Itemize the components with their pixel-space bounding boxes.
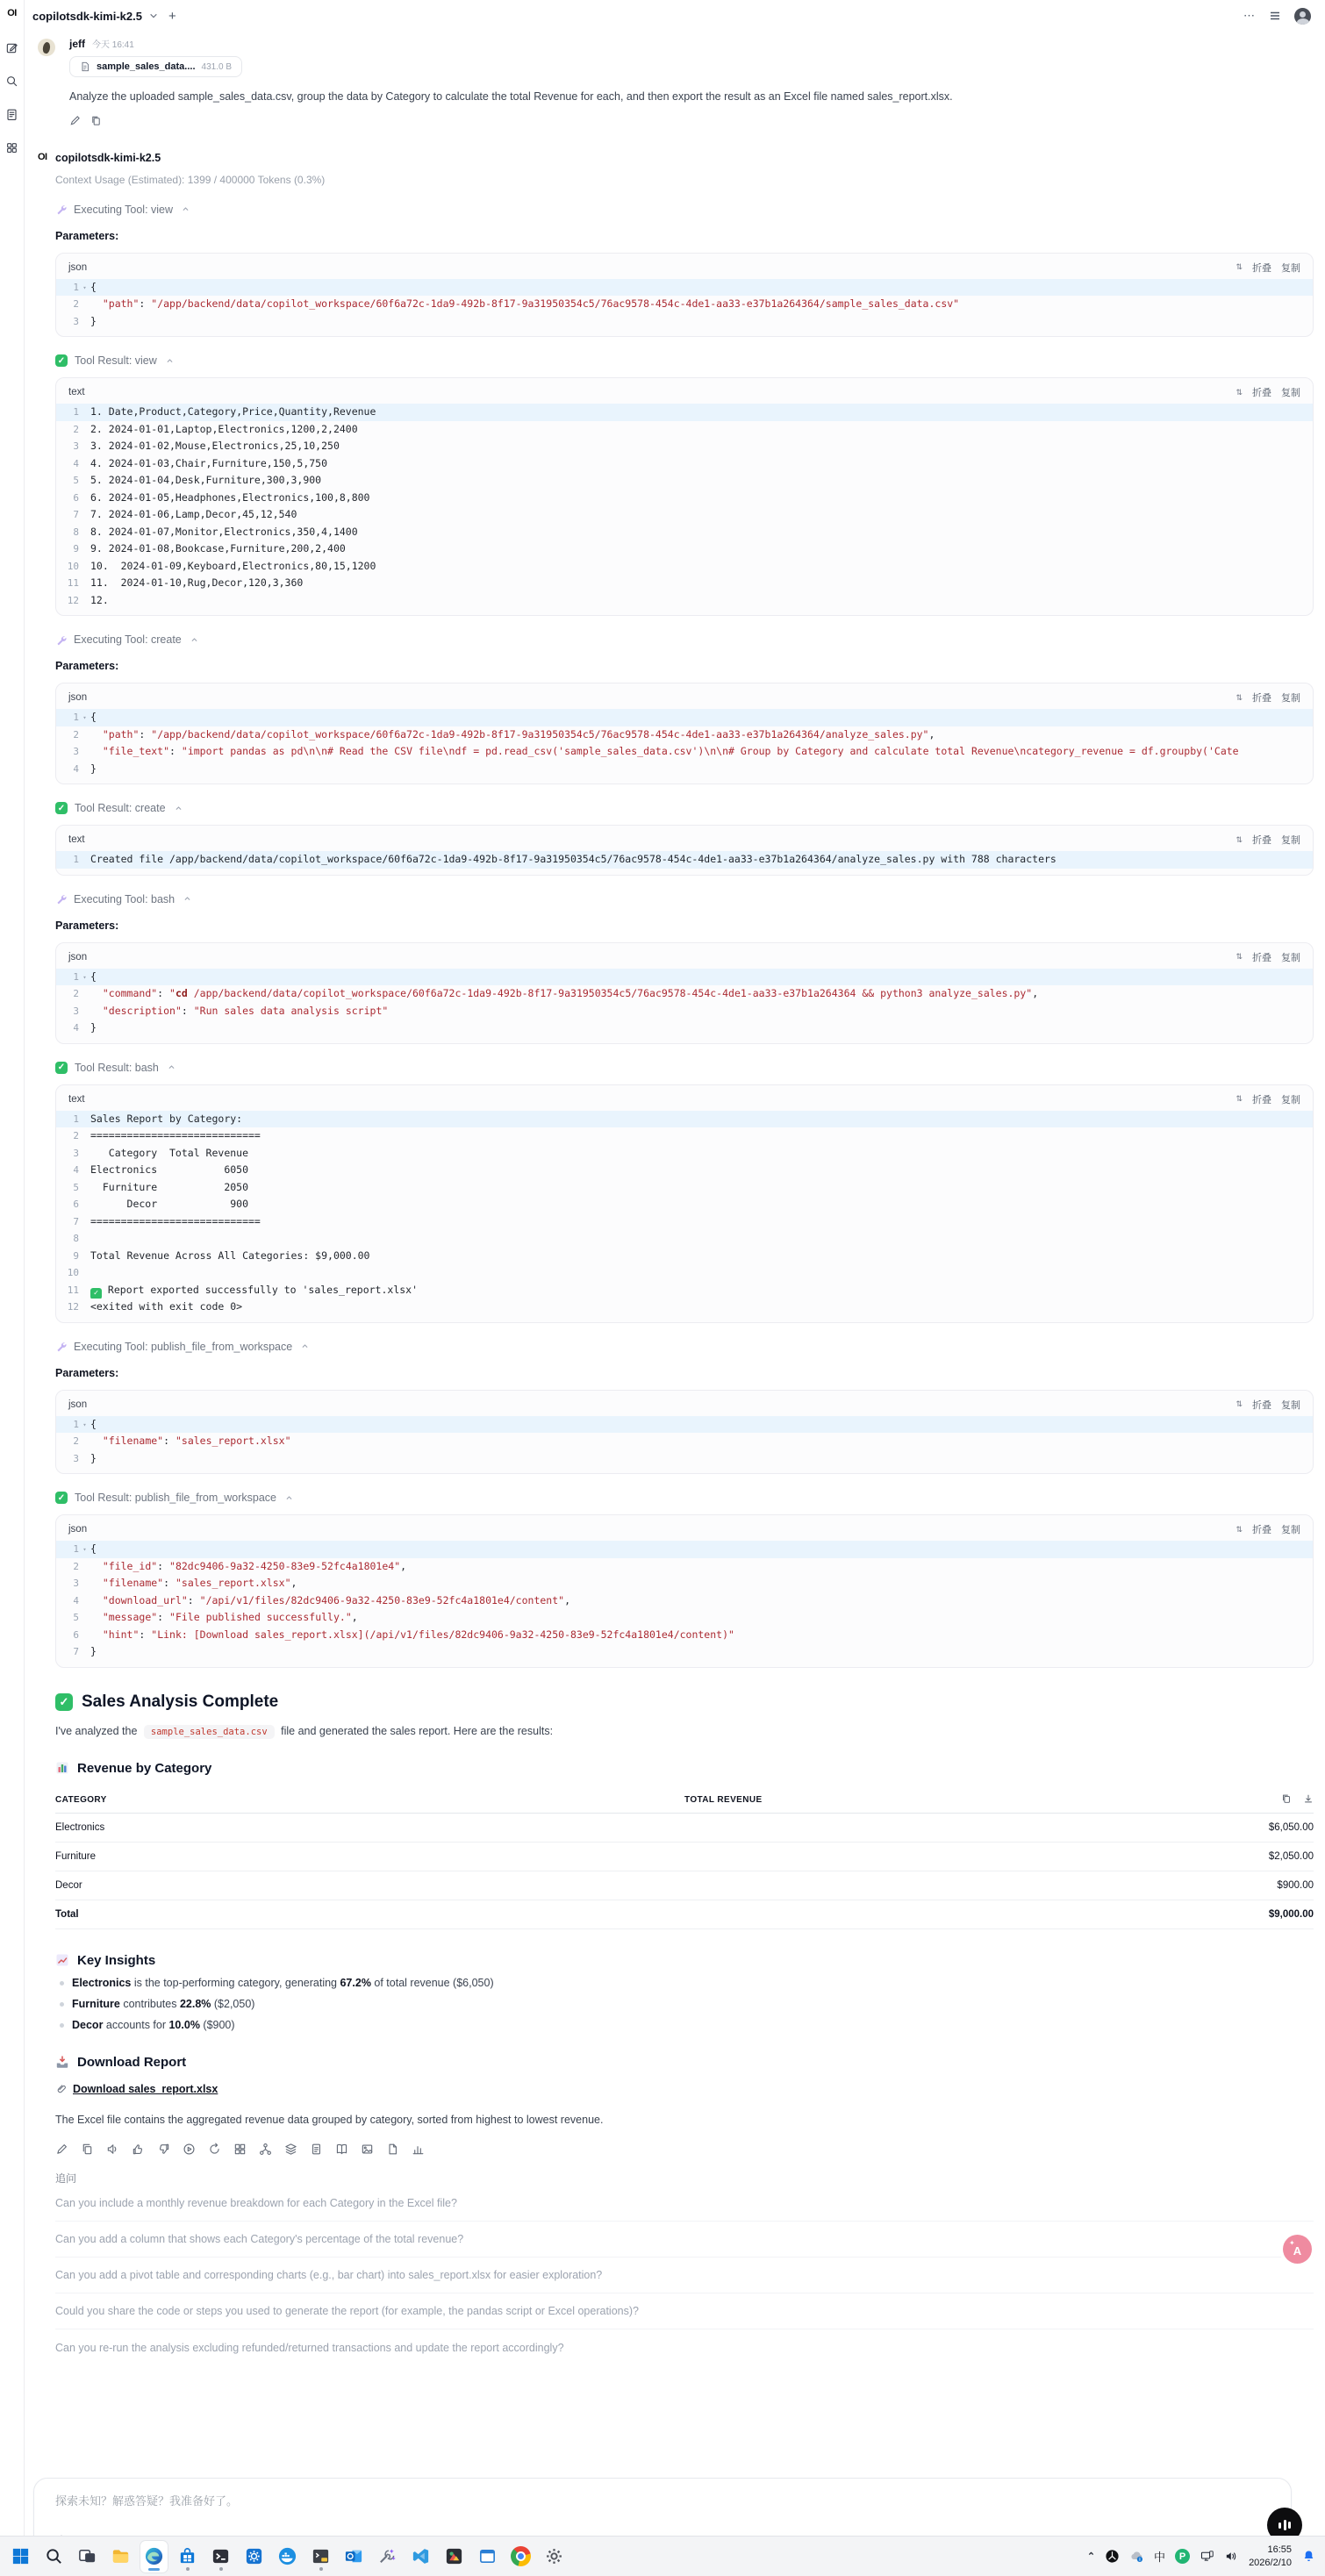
code-language-label: text bbox=[68, 387, 85, 397]
code-language-label: json bbox=[68, 261, 88, 273]
user-avatar bbox=[38, 39, 55, 56]
taskbar-start-icon[interactable] bbox=[7, 2541, 34, 2572]
check-icon: ✓ bbox=[55, 1062, 68, 1074]
parameters-label: Parameters: bbox=[55, 660, 119, 672]
wrap-toggle-icon[interactable]: ⇅ bbox=[1235, 387, 1243, 397]
file-icon[interactable] bbox=[386, 2143, 399, 2156]
check-icon: ✓ bbox=[55, 1693, 73, 1711]
cloud-sync-icon[interactable] bbox=[1129, 2549, 1144, 2564]
collapse-button[interactable]: 折叠 bbox=[1252, 262, 1271, 274]
sparkle-icon: ✦ bbox=[1289, 2239, 1295, 2247]
code-line: 11 11. 2024-01-10,Rug,Decor,120,3,360 bbox=[67, 576, 304, 589]
code-line: 1 1. Date,Product,Category,Price,Quantity,Revenue bbox=[56, 404, 1313, 421]
table-total-row: Total $9,000.00 bbox=[55, 1900, 1314, 1929]
wrap-toggle-icon[interactable]: ⇅ bbox=[1235, 1094, 1243, 1103]
check-icon: ✓ bbox=[55, 802, 68, 814]
apps-icon[interactable] bbox=[5, 141, 18, 154]
code-line: 11 ✓ Report exported successfully to 'sales_report.xlsx' bbox=[56, 1282, 1313, 1299]
edit-icon[interactable] bbox=[69, 115, 81, 131]
taskbar-cmd-icon[interactable] bbox=[307, 2541, 334, 2572]
executing-tool-header[interactable]: Executing Tool: publish_file_from_workspace bbox=[55, 1341, 1313, 1353]
assistant-report bbox=[55, 1692, 1313, 2366]
chevron-down-icon[interactable] bbox=[149, 11, 158, 20]
taskbar-chrome-icon[interactable] bbox=[507, 2541, 534, 2572]
taskbar-system-icon[interactable] bbox=[240, 2541, 268, 2572]
report-intro: I've analyzed the sample_sales_data.csv file and generated the sales report. Here are the results: bbox=[55, 1724, 554, 1737]
assistant-name: copilotsdk-kimi-k2.5 bbox=[55, 151, 161, 164]
collapse-button[interactable]: 折叠 bbox=[1252, 835, 1271, 846]
code-line: 5 Furniture 2050 bbox=[73, 1180, 249, 1193]
table-row: Electronics $6,050.00 bbox=[55, 1814, 1314, 1843]
notification-bell-icon[interactable] bbox=[1301, 2549, 1316, 2564]
code-block bbox=[55, 377, 1314, 616]
code-language-label: json bbox=[68, 951, 88, 962]
code-line: 7 ============================ bbox=[73, 1214, 261, 1227]
image-icon[interactable] bbox=[361, 2143, 374, 2156]
followup-question[interactable]: Can you include a monthly revenue breakdown for each Category in the Excel file? bbox=[55, 2186, 1314, 2222]
download-report-link[interactable]: Download sales_report.xlsx bbox=[55, 2083, 218, 2095]
copy-code-button[interactable]: 复制 bbox=[1281, 1094, 1300, 1106]
code-line: 5 5. 2024-01-04,Desk,Furniture,300,3,900 bbox=[73, 474, 322, 486]
code-language-label: text bbox=[68, 834, 85, 845]
translate-a-glyph: A bbox=[1293, 2243, 1302, 2258]
paperclip-icon bbox=[55, 2083, 67, 2094]
context-usage: Context Usage (Estimated): 1399 / 400000 Tokens (0.3%) bbox=[55, 173, 326, 186]
message-toolbar bbox=[55, 2143, 1313, 2156]
book-icon[interactable] bbox=[335, 2143, 348, 2156]
account-avatar[interactable] bbox=[1294, 8, 1311, 25]
more-options-icon[interactable]: ⋯ bbox=[1243, 9, 1256, 22]
copy-code-button[interactable]: 复制 bbox=[1281, 262, 1300, 274]
code-line: 9 9. 2024-01-08,Bookcase,Furniture,200,2,400 bbox=[73, 542, 346, 555]
taskbar-task-view-icon[interactable] bbox=[74, 2541, 101, 2572]
attachment-chip[interactable] bbox=[69, 56, 242, 77]
edit-icon[interactable] bbox=[55, 2143, 68, 2156]
chat-header bbox=[25, 0, 1325, 32]
code-block bbox=[55, 942, 1314, 1044]
taskbar-search-icon[interactable] bbox=[40, 2541, 68, 2572]
taskbar-edge-icon[interactable] bbox=[140, 2541, 168, 2572]
code-line: 3 3. 2024-01-02,Mouse,Electronics,25,10,250 bbox=[73, 440, 340, 452]
taskbar-outlook-icon[interactable] bbox=[340, 2541, 368, 2572]
refresh-icon[interactable] bbox=[208, 2143, 221, 2156]
tool-result-header[interactable]: ✓ Tool Result: view bbox=[55, 354, 1313, 367]
inbox-download-icon bbox=[55, 2055, 69, 2069]
followup-question[interactable]: Can you add a pivot table and corresponding charts (e.g., bar chart) into sales_report.xlsx for easier exploration? bbox=[55, 2258, 1314, 2293]
parameters-label: Parameters: bbox=[55, 1366, 119, 1379]
taskbar-devtools-icon[interactable] bbox=[374, 2541, 401, 2572]
assistant-avatar: OI bbox=[38, 151, 47, 162]
wrench-icon bbox=[55, 1341, 67, 1352]
code-line: 1 ▾ { bbox=[56, 1416, 1313, 1434]
copy-code-button[interactable]: 复制 bbox=[1281, 1525, 1300, 1535]
inline-code-chip: sample_sales_data.csv bbox=[144, 1725, 275, 1739]
code-line: 7 } bbox=[73, 1645, 97, 1657]
code-line: 1 ▾ { bbox=[56, 709, 1313, 726]
code-line: 2 2. 2024-01-01,Laptop,Electronics,1200,2,2400 bbox=[73, 422, 358, 435]
code-language-label: json bbox=[68, 1524, 88, 1535]
code-line: 3 "description": "Run sales data analysis script" bbox=[73, 1004, 389, 1017]
code-line: 12 12. bbox=[67, 593, 109, 606]
file-icon bbox=[80, 61, 90, 72]
collapse-button[interactable]: 折叠 bbox=[1252, 388, 1271, 398]
thumbs-up-icon[interactable] bbox=[132, 2143, 145, 2156]
attachment-name: sample_sales_data.... bbox=[97, 61, 196, 72]
network-icon[interactable] bbox=[1200, 2549, 1214, 2564]
tool-call-block bbox=[55, 893, 1313, 1323]
code-line: 2 "file_id": "82dc9406-9a32-4250-83e9-52fc4a1801e4", bbox=[73, 1559, 407, 1572]
copy-code-button[interactable]: 复制 bbox=[1281, 1399, 1300, 1411]
code-line: 10 bbox=[67, 1267, 79, 1278]
code-block bbox=[55, 1084, 1314, 1323]
code-line: 2 "command": "cd /app/backend/data/copilot_workspace/60f6a72c-1da9-492b-8f17-9a31950354c5/76ac9578-454c-4de1-aa33-e37b1a264364 && python3 analyze_sales.py", bbox=[73, 987, 1039, 999]
copy-icon[interactable] bbox=[90, 115, 102, 131]
copy-code-button[interactable]: 复制 bbox=[1281, 835, 1300, 846]
app-logo: OI bbox=[7, 8, 17, 18]
wrap-toggle-icon[interactable]: ⇅ bbox=[1235, 834, 1243, 844]
wrench-icon bbox=[55, 204, 67, 215]
compose-icon[interactable] bbox=[5, 41, 18, 54]
table-header: CATEGORY TOTAL REVENUE bbox=[55, 1787, 1314, 1814]
code-line: 4 4. 2024-01-03,Chair,Furniture,150,5,750 bbox=[73, 456, 328, 469]
tool-call-block bbox=[55, 633, 1313, 876]
taskbar-window-icon[interactable] bbox=[474, 2541, 501, 2572]
collapse-button[interactable]: 折叠 bbox=[1252, 693, 1271, 704]
insight-item: Electronics is the top-performing category, generating 67.2% of total revenue ($6,050) bbox=[55, 1977, 1313, 1989]
revenue-heading: Revenue by Category bbox=[55, 1761, 1313, 1776]
insight-item: Furniture contributes 22.8% ($2,050) bbox=[55, 1998, 1313, 2010]
thumbs-down-icon[interactable] bbox=[157, 2143, 170, 2156]
tool-result-header[interactable]: ✓ Tool Result: publish_file_from_workspace bbox=[55, 1492, 1313, 1504]
wrap-toggle-icon[interactable]: ⇅ bbox=[1235, 1399, 1243, 1408]
insights-heading: Key Insights bbox=[55, 1953, 1313, 1968]
system-tray bbox=[1087, 2544, 1316, 2569]
insight-item: Decor accounts for 10.0% ($900) bbox=[55, 2019, 1313, 2031]
copy-code-button[interactable]: 复制 bbox=[1281, 693, 1300, 704]
tool-call-block bbox=[55, 204, 1313, 617]
ime-indicator[interactable]: 中 bbox=[1154, 2551, 1166, 2564]
taskbar-terminal-icon[interactable] bbox=[207, 2541, 234, 2572]
download-heading: Download Report bbox=[55, 2055, 1313, 2070]
code-block bbox=[55, 683, 1314, 784]
wrap-toggle-icon[interactable]: ⇅ bbox=[1235, 262, 1243, 271]
wrench-icon bbox=[55, 893, 67, 905]
code-language-label: json bbox=[68, 1399, 88, 1410]
followup-label: 追问 bbox=[55, 2172, 77, 2185]
copy-icon[interactable] bbox=[81, 2143, 94, 2156]
code-line: 3 Category Total Revenue bbox=[73, 1146, 249, 1159]
taskbar-store-icon[interactable] bbox=[174, 2541, 201, 2572]
wrap-toggle-icon[interactable]: ⇅ bbox=[1235, 952, 1243, 961]
message-timestamp: 今天 16:41 bbox=[92, 40, 134, 50]
code-line: 4 "download_url": "/api/v1/files/82dc9406-9a32-4250-83e9-52fc4a1801e4/content", bbox=[73, 1593, 571, 1606]
bar-chart-color-icon bbox=[55, 1761, 69, 1775]
user-message-text: Analyze the uploaded sample_sales_data.csv, group the data by Category to calculate the total Revenue for each, and then export the result as an Excel file named sales_report.xlsx. bbox=[69, 90, 953, 103]
collapse-button[interactable]: 折叠 bbox=[1252, 1094, 1271, 1106]
play-icon[interactable] bbox=[183, 2143, 196, 2156]
code-line: 2 ============================ bbox=[73, 1129, 261, 1141]
code-block bbox=[55, 253, 1314, 338]
code-line: 5 "message": "File published successfully.", bbox=[73, 1611, 358, 1623]
menu-icon[interactable] bbox=[1269, 10, 1281, 22]
copy-code-button[interactable]: 复制 bbox=[1281, 952, 1300, 963]
code-line: 1 ▾ { bbox=[56, 1541, 1313, 1558]
collapse-button[interactable]: 折叠 bbox=[1252, 1399, 1271, 1411]
tray-p-icon[interactable]: P bbox=[1175, 2549, 1190, 2564]
search-icon[interactable] bbox=[5, 75, 18, 88]
code-line: 6 Decor 900 bbox=[73, 1198, 249, 1210]
copy-table-icon[interactable] bbox=[1281, 1793, 1292, 1807]
bar-chart-icon[interactable] bbox=[412, 2143, 425, 2156]
volume-icon[interactable] bbox=[1224, 2549, 1239, 2564]
taskbar-docker-icon[interactable] bbox=[274, 2541, 301, 2572]
code-line: 1 ▾ { bbox=[56, 279, 1313, 297]
left-sidebar bbox=[0, 0, 25, 2536]
tool-call-block bbox=[55, 1341, 1313, 1668]
followup-section bbox=[55, 2171, 1313, 2365]
clock[interactable]: 16:55 2026/2/10 bbox=[1249, 2544, 1292, 2568]
report-title: ✓ Sales Analysis Complete bbox=[55, 1692, 1313, 1712]
code-line: 10 10. 2024-01-09,Keyboard,Electronics,80,15,1200 bbox=[67, 559, 376, 572]
tool-result-header[interactable]: ✓ Tool Result: bash bbox=[55, 1062, 1313, 1074]
grid-icon[interactable] bbox=[233, 2143, 247, 2156]
wrap-toggle-icon[interactable]: ⇅ bbox=[1235, 692, 1243, 702]
wrap-toggle-icon[interactable]: ⇅ bbox=[1235, 1524, 1243, 1534]
code-block bbox=[55, 825, 1314, 876]
taskbar-explorer-icon[interactable] bbox=[107, 2541, 134, 2572]
code-block bbox=[55, 1514, 1314, 1668]
executing-tool-header[interactable]: Executing Tool: view bbox=[55, 204, 1313, 216]
code-line: 4 } bbox=[73, 1021, 97, 1034]
code-line: 1 Created file /app/backend/data/copilot_workspace/60f6a72c-1da9-492b-8f17-9a31950354c5/76ac9578-454c-4de1-aa33-e37b1a264364/analyze_sales.py with 788 characters bbox=[56, 851, 1313, 869]
download-table-icon[interactable] bbox=[1303, 1793, 1314, 1807]
taskbar-paint-icon[interactable] bbox=[440, 2541, 468, 2572]
input-placeholder: 探索未知？解惑答疑？我准备好了。 bbox=[55, 2494, 239, 2508]
taskbar-vscode-icon[interactable] bbox=[407, 2541, 434, 2572]
check-icon: ✓ bbox=[55, 1492, 68, 1504]
user-name: jeff bbox=[69, 38, 85, 50]
followup-question[interactable]: Can you re-run the analysis excluding refunded/returned transactions and update the report accordingly? bbox=[55, 2341, 564, 2354]
followup-question[interactable]: Could you share the code or steps you used to generate the report (for example, the pandas script or Excel operations)? bbox=[55, 2293, 1314, 2329]
code-line: 6 "hint": "Link: [Download sales_report.xlsx](/api/v1/files/82dc9406-9a32-4250-83e9-52fc4a1801e4/content)" bbox=[73, 1628, 734, 1641]
revenue-table bbox=[55, 1787, 1314, 1929]
speaker-icon[interactable] bbox=[106, 2143, 119, 2156]
code-line: 12 <exited with exit code 0> bbox=[67, 1300, 243, 1313]
code-line: 7 7. 2024-01-06,Lamp,Decor,45,12,540 bbox=[73, 508, 297, 520]
code-block bbox=[55, 1390, 1314, 1475]
code-language-label: json bbox=[68, 692, 88, 703]
code-line: 2 "path": "/app/backend/data/copilot_workspace/60f6a72c-1da9-492b-8f17-9a31950354c5/76ac9578-454c-4de1-aa33-e37b1a264364/sample_sales_data.csv" bbox=[73, 297, 960, 310]
code-line: 2 "filename": "sales_report.xlsx" bbox=[73, 1435, 291, 1447]
parameters-label: Parameters: bbox=[55, 229, 119, 242]
layers-icon[interactable] bbox=[284, 2143, 297, 2156]
download-note: The Excel file contains the aggregated revenue data grouped by category, sorted from highest to lowest revenue. bbox=[55, 2114, 604, 2126]
followup-question[interactable]: Can you add a column that shows each Category's percentage of the total revenue? bbox=[55, 2222, 1314, 2258]
attachment-size: 431.0 B bbox=[201, 61, 232, 72]
assistant-message bbox=[38, 152, 1313, 2366]
taskbar bbox=[0, 2536, 1325, 2576]
code-line: 8 8. 2024-01-07,Monitor,Electronics,350,4,1400 bbox=[73, 525, 358, 538]
check-icon: ✓ bbox=[55, 354, 68, 367]
code-line: 3 "filename": "sales_report.xlsx", bbox=[73, 1577, 297, 1589]
conversation-title[interactable]: copilotsdk-kimi-k2.5 bbox=[32, 9, 142, 23]
code-line: 6 6. 2024-01-05,Headphones,Electronics,100,8,800 bbox=[73, 490, 370, 504]
code-line: 2 "path": "/app/backend/data/copilot_workspace/60f6a72c-1da9-492b-8f17-9a31950354c5/76ac9578-454c-4de1-aa33-e37b1a264364/analyze_sales.py", bbox=[73, 727, 935, 741]
code-line: 1 ▾ { bbox=[56, 969, 1313, 986]
code-line: 3 } bbox=[73, 314, 97, 327]
tray-expand-icon[interactable]: ⌃ bbox=[1086, 2551, 1096, 2562]
code-line: 8 bbox=[73, 1233, 79, 1244]
tray-app-icon[interactable] bbox=[1105, 2549, 1120, 2564]
table-row: Furniture $2,050.00 bbox=[55, 1843, 1314, 1871]
translate-button[interactable] bbox=[1283, 2235, 1312, 2264]
table-row: Decor $900.00 bbox=[55, 1871, 1314, 1900]
code-line: 3 } bbox=[73, 1451, 97, 1464]
copy-code-button[interactable]: 复制 bbox=[1281, 388, 1300, 398]
code-line: 3 "file_text": "import pandas as pd\n\n# Read the CSV file\ndf = pd.read_csv('sample_sales_data.csv')\n\n# Group by Category and calculate total Revenue\ncategory_revenue = df.groupby('Cate bbox=[73, 745, 1239, 757]
collapse-button[interactable]: 折叠 bbox=[1252, 1525, 1271, 1535]
code-line: 1 Sales Report by Category: bbox=[56, 1111, 1313, 1128]
parameters-label: Parameters: bbox=[55, 919, 119, 932]
taskbar-settings-icon[interactable] bbox=[541, 2541, 568, 2572]
code-language-label: text bbox=[68, 1093, 85, 1105]
code-line: 4 Electronics 6050 bbox=[73, 1163, 249, 1176]
tool-result-header[interactable]: ✓ Tool Result: create bbox=[55, 802, 1313, 814]
check-icon: ✓ bbox=[90, 1288, 102, 1299]
document-icon[interactable] bbox=[310, 2143, 323, 2156]
collapse-button[interactable]: 折叠 bbox=[1252, 952, 1271, 963]
executing-tool-header[interactable]: Executing Tool: bash bbox=[55, 893, 1313, 905]
sitemap-icon[interactable] bbox=[259, 2143, 272, 2156]
notes-icon[interactable] bbox=[5, 108, 18, 121]
new-chat-button[interactable]: + bbox=[168, 8, 176, 24]
user-message bbox=[38, 37, 1313, 131]
wrench-icon bbox=[55, 634, 67, 646]
code-line: 4 } bbox=[73, 762, 97, 775]
code-line: 9 Total Revenue Across All Categories: $9,000.00 bbox=[73, 1249, 370, 1262]
executing-tool-header[interactable]: Executing Tool: create bbox=[55, 633, 1313, 646]
chart-increasing-icon bbox=[55, 1953, 69, 1967]
